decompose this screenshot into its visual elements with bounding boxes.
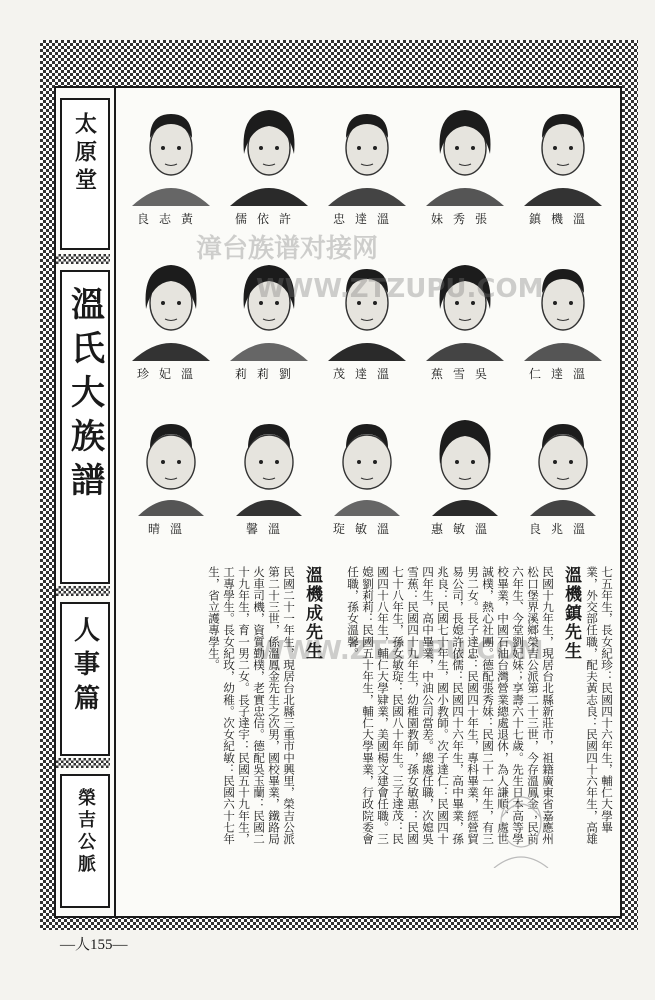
portrait-card	[416, 408, 512, 558]
portrait-name: 溫兆良	[528, 522, 595, 536]
portrait-photo	[128, 253, 214, 361]
portrait-name: 溫達茂	[332, 367, 399, 381]
genealogy-page	[40, 40, 638, 953]
portrait-photo	[520, 253, 606, 361]
bio-heading: 溫機鎮先生	[561, 566, 581, 661]
section-title: 人事篇	[69, 616, 100, 718]
portrait-card	[220, 98, 316, 248]
bio-body: 民國十九年生，現居台北縣新莊市，祖籍廣東省嘉應州松口堡界溪鄉榮吉公派第二十三世，今存溫鳳金；民前六年生、今堂劉妃妹；享壽六十七歲。先生日本高等學校畢業，中國石油台灣營業總處退休，為人謙順、處世誠樸，熱心社團。德配張秀妹：民國二十一年生，有三男二女。長子達忠：民國四十年生，專科畢業，經營貿易公司，長媳許依儒：民國四十六年生，高中畢業，孫兆良：民國七十年生，國小教師。次子達仁：民國四十四年生，高中畢業，中油公司當差。總處任職，次媳吳雪蕉：民國四十九年生，幼稚園教師，孫女敏惠：民國七十八年生，孫女敏琁：民國八十年生。三子達茂：民國四十八年生，輔仁大學肄業，美國楊文建會任職。三媳劉莉莉：民國五十年生，輔仁大學畢業，行政院委會任職，孫女溫馨。	[346, 566, 555, 845]
portrait-card	[416, 98, 512, 248]
watermark-site-name: 漳台族谱对接网	[196, 234, 379, 264]
portrait-card	[416, 253, 512, 403]
portrait-name: 溫妃珍	[136, 367, 203, 381]
portrait-row	[122, 408, 612, 558]
watermark-url: WWW.ZTZUPU.COM	[256, 274, 544, 304]
portrait-name: 溫敏琁	[332, 522, 399, 536]
portrait-photo	[226, 98, 312, 206]
portrait-name: 許依儒	[234, 212, 301, 226]
portrait-photo	[226, 408, 312, 516]
bio-tail-text: 七五年生，長女紀珍：民國四十六年生，輔仁大學畢業，外交部任職，配夫黃志良：民國四十六年生，高雄	[585, 566, 614, 845]
portrait-photo	[422, 408, 508, 516]
book-title: 溫氏大族譜	[64, 286, 105, 506]
portrait-name: 溫達忠	[332, 212, 399, 226]
portrait-card	[122, 253, 218, 403]
portrait-name: 黃志良	[136, 212, 203, 226]
sidebar-separator	[56, 758, 110, 768]
portrait-card	[514, 253, 610, 403]
portrait-card	[318, 253, 414, 403]
portrait-photo	[324, 408, 410, 516]
watermark-url: WWW.ZTZUPU.COM	[256, 636, 544, 666]
portrait-name: 溫達仁	[528, 367, 595, 381]
portrait-name: 溫敏惠	[430, 522, 497, 536]
portrait-photo	[128, 408, 214, 516]
portrait-row	[122, 98, 612, 248]
page-number: —人155—	[60, 937, 128, 953]
portrait-grid	[122, 98, 612, 558]
left-title-column	[56, 88, 116, 916]
portrait-row	[122, 253, 612, 403]
content-frame	[54, 86, 622, 918]
section-box	[60, 602, 110, 756]
portrait-name: 溫晴	[147, 522, 192, 536]
portrait-photo	[422, 253, 508, 361]
portrait-card	[220, 253, 316, 403]
portrait-photo	[520, 98, 606, 206]
branch-name: 榮吉公脈	[75, 788, 96, 876]
bio-heading: 溫機成先生	[302, 566, 322, 661]
portrait-name: 劉莉莉	[234, 367, 301, 381]
branch-box	[60, 774, 110, 908]
sidebar-separator	[56, 586, 110, 596]
portrait-photo	[128, 98, 214, 206]
portrait-photo	[520, 408, 606, 516]
portrait-card	[514, 98, 610, 248]
portrait-photo	[324, 98, 410, 206]
portrait-sketch-image	[486, 788, 556, 868]
portrait-card	[318, 98, 414, 248]
hall-name: 太原堂	[71, 112, 98, 196]
portrait-name: 溫機鎮	[528, 212, 595, 226]
hall-name-box	[60, 98, 110, 250]
portrait-name: 張秀妹	[430, 212, 497, 226]
portrait-name: 吳雪蕉	[430, 367, 497, 381]
book-title-box	[60, 270, 110, 584]
portrait-card	[122, 408, 218, 558]
portrait-name: 溫馨	[245, 522, 290, 536]
portrait-photo	[422, 98, 508, 206]
portrait-card	[514, 408, 610, 558]
portrait-photo	[324, 253, 410, 361]
portrait-card	[220, 408, 316, 558]
portrait-card	[318, 408, 414, 558]
portrait-photo	[226, 253, 312, 361]
portrait-card	[122, 98, 218, 248]
bio-body: 民國二十一年生，現居台北縣三重市中興里，榮吉公派第二十三世，係溫鳳金先生之次男，國校畢業，鐵路局火車司機，資質勤樸，老實忠信。德配吳玉蘭：民國二十九年生，育一男二女。長子達宇：民國五十九年生，工專學生。長女紀玫，幼稚。次女紀敏：民國六十七年生，省立護專學生。	[207, 566, 296, 845]
sidebar-separator	[56, 254, 110, 264]
